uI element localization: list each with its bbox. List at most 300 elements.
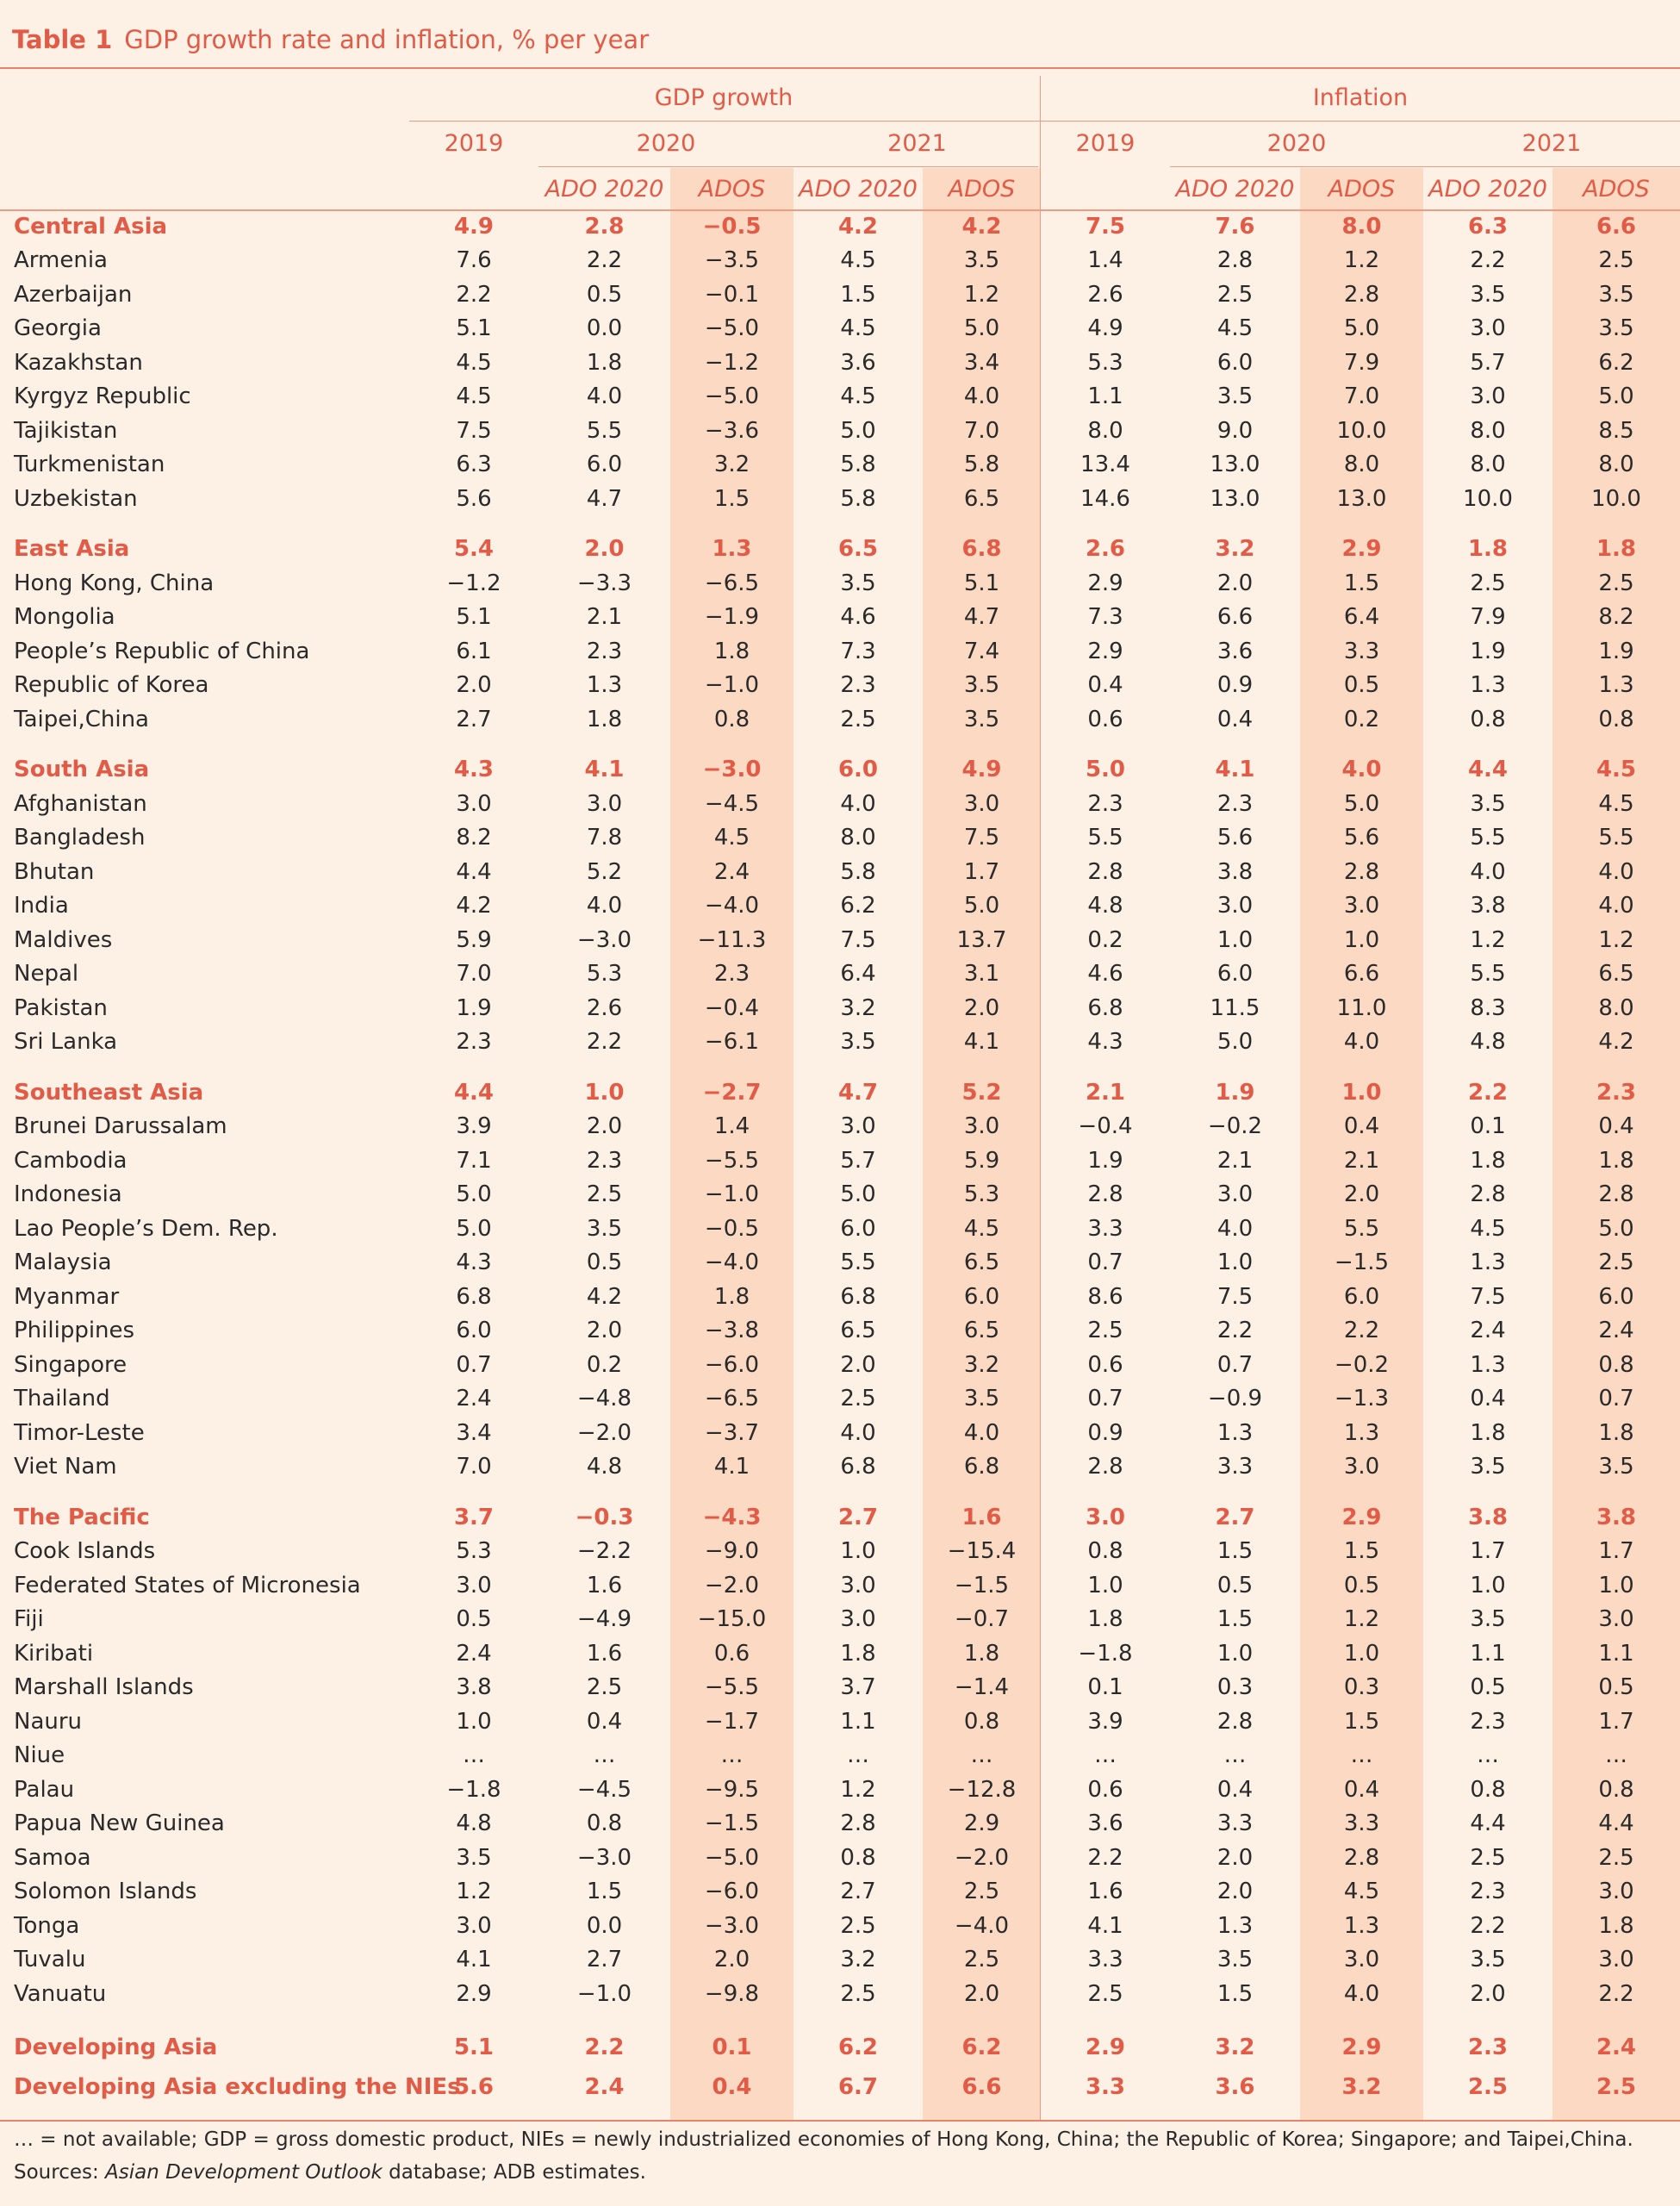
value-cell: 2.0 [963,994,1000,1021]
value-cell: 5.1 [453,2034,495,2060]
spacer-cell [1170,516,1300,533]
value-cell: 4.0 [963,1419,1000,1446]
value-cell: −2.0 [704,1572,760,1598]
value-cell: 5.6 [456,485,492,512]
value-cell: 2.5 [1598,1844,1634,1871]
spacer-cell [923,1059,1041,1075]
total-row [0,2028,1680,2067]
value-cell: 2.8 [1343,1844,1380,1871]
spacer-cell [670,2011,793,2028]
value-cell: 1.2 [456,1879,492,1905]
value-cell: 4.4 [456,858,492,885]
spacer-row [0,1059,1680,1075]
table-row [0,380,1680,414]
value-cell: 4.0 [963,383,1000,410]
value-cell: 0.4 [1216,1776,1254,1803]
value-cell: 5.6 [1343,825,1380,851]
value-cell: 3.5 [1216,383,1254,410]
value-cell: 2.0 [1216,1879,1254,1905]
value-cell: 4.1 [456,1947,492,1973]
value-cell: 2.4 [1598,1318,1634,1344]
value-cell: 4.0 [1470,858,1506,885]
economy-name: Papua New Guinea [14,1810,225,1837]
value-cell: −3.0 [702,757,762,783]
value-cell: 4.2 [837,213,879,240]
value-cell: 1.7 [1598,1538,1634,1565]
economy-name: Mongolia [14,604,115,631]
spacer-cell [1552,737,1680,753]
value-cell: 0.7 [456,1351,492,1378]
value-cell: 5.3 [456,1538,492,1565]
value-cell: 8.0 [1087,417,1123,444]
value-cell: 3.1 [963,961,1000,988]
value-cell: −0.4 [1078,1113,1133,1140]
footnote: … = not available; GDP = gross domestic product, NIEs = newly industrialized economies of Hong Kong, China; the Republic of Korea; Singapore; and Taipei,China. [14,2128,1633,2151]
value-cell: 2.0 [840,1351,876,1378]
table-row [0,702,1680,737]
value-cell: −5.5 [704,1147,760,1174]
value-cell: −6.5 [704,570,760,596]
value-cell: 4.2 [456,893,492,919]
value-cell: 5.0 [963,893,1000,919]
economy-name: Central Asia [14,213,168,240]
economy-name: Pakistan [14,994,108,1021]
value-cell: −1.4 [954,1674,1010,1701]
value-cell: 1.7 [1598,1708,1634,1735]
economy-name: Bangladesh [14,825,146,851]
economy-name: Kyrgyz Republic [14,383,191,410]
spacer-cell [409,1484,538,1500]
economy-name: Brunei Darussalam [14,1113,227,1140]
value-cell: 6.8 [840,1283,876,1310]
economy-name: Sri Lanka [14,1029,118,1056]
value-cell: 2.5 [1216,281,1254,308]
value-cell: 1.8 [713,638,750,664]
value-cell: 2.5 [1467,2073,1509,2100]
table-row [0,1807,1680,1841]
value-cell: 3.0 [840,1606,876,1633]
value-cell: 1.5 [840,281,876,308]
value-cell: 3.2 [963,1351,1000,1378]
value-cell: 7.5 [456,417,492,444]
value-cell: 6.7 [837,2073,879,2100]
value-cell: 5.5 [586,417,623,444]
spacer-cell [670,737,793,753]
value-cell: −3.0 [704,1912,760,1939]
table-row [0,1382,1680,1417]
table-row [0,821,1680,856]
value-cell: −6.0 [704,1351,760,1378]
value-cell: 3.0 [586,790,623,817]
value-cell: 4.1 [1087,1912,1123,1939]
value-cell: 8.2 [1598,604,1634,631]
sources-italic: Asian Development Outlook [105,2161,383,2184]
value-cell: 2.7 [1215,1504,1255,1530]
table-row [0,1212,1680,1246]
spacer-cell [923,1484,1041,1500]
value-cell: 1.9 [1215,1079,1255,1106]
value-cell: 2.0 [713,1947,750,1973]
table-row [0,1909,1680,1943]
value-cell: 2.8 [1470,1181,1506,1208]
value-cell: 0.5 [1598,1674,1634,1701]
value-cell: 13.7 [956,926,1007,953]
value-cell: 3.8 [1467,1504,1509,1530]
value-cell: 1.0 [1343,1640,1380,1667]
value-cell: 2.0 [1470,1980,1506,2007]
value-cell: 1.2 [1343,247,1380,274]
value-cell: 0.5 [456,1606,492,1633]
value-cell: 3.6 [1216,638,1254,664]
economy-name: Niue [14,1742,65,1769]
value-cell: 8.0 [1470,452,1506,478]
value-cell: 1.4 [713,1113,750,1140]
economy-name: Uzbekistan [14,485,138,512]
value-cell: 7.5 [1216,1283,1254,1310]
economy-name: Kazakhstan [14,349,143,376]
spacer-cell [1041,2011,1170,2028]
total-row [0,2067,1680,2107]
value-cell: 3.0 [456,1572,492,1598]
region-row [0,753,1680,788]
value-cell: −6.0 [704,1879,760,1905]
subcol-inf-2020-ado: ADO 2020 [1175,176,1295,203]
value-cell: 2.3 [1470,1879,1506,1905]
value-cell: 5.0 [1598,1215,1634,1242]
table-row [0,346,1680,380]
value-cell: 2.7 [456,706,492,732]
value-cell: 8.0 [1598,452,1634,478]
table-row [0,787,1680,821]
value-cell: −1.5 [954,1572,1010,1598]
value-cell: 2.0 [456,672,492,699]
value-cell: 1.3 [1470,672,1506,699]
value-cell: 1.3 [1598,672,1634,699]
value-cell: 3.3 [1087,1947,1123,1973]
table-row [0,923,1680,957]
value-cell: 1.6 [586,1640,623,1667]
economy-name: Developing Asia excluding the NIEs [14,2073,461,2100]
value-cell: 6.1 [456,638,492,664]
spacer-cell [409,1059,538,1075]
table-bottom-rule [0,2120,1680,2122]
value-cell: 10.0 [1591,485,1641,512]
value-cell: 1.8 [1470,1419,1506,1446]
value-cell: −0.5 [704,1215,760,1242]
table-row [0,1246,1680,1281]
table-row [0,1314,1680,1349]
value-cell: 0.1 [1470,1113,1506,1140]
value-cell: … [1605,1742,1627,1769]
subcol-inf-2021-ado: ADO 2020 [1428,176,1547,203]
value-cell: 6.4 [1343,604,1380,631]
table-row [0,244,1680,278]
value-cell: 1.8 [1598,1419,1634,1446]
value-cell: 6.0 [840,1215,876,1242]
value-cell: 10.0 [1336,417,1387,444]
spacer-cell [538,516,670,533]
spacer-cell [0,516,409,533]
value-cell: 1.3 [712,536,752,563]
spacer-cell [1170,1059,1300,1075]
spacer-cell [538,2011,670,2028]
value-cell: 3.0 [840,1113,876,1140]
value-cell: 4.9 [961,757,1002,783]
value-cell: 4.4 [453,1079,495,1106]
table-caption: GDP growth rate and inflation, % per year [124,25,650,54]
economy-name: Federated States of Micronesia [14,1572,361,1598]
value-cell: 3.2 [1215,536,1255,563]
value-cell: 1.5 [1216,1538,1254,1565]
value-cell: 2.5 [1087,1318,1123,1344]
value-cell: 3.5 [1470,1454,1506,1480]
value-cell: 7.0 [456,961,492,988]
value-cell: 5.9 [963,1147,1000,1174]
value-cell: 4.1 [963,1029,1000,1056]
value-cell: 7.9 [1343,349,1380,376]
spacer-cell [0,2011,409,2028]
subcol-gdp-2020-ado: ADO 2020 [544,176,664,203]
spacer-cell [1170,737,1300,753]
value-cell: 4.0 [840,1419,876,1446]
table-row [0,1704,1680,1739]
value-cell: 5.3 [1087,349,1123,376]
spacer-cell [1041,516,1170,533]
value-cell: 4.5 [456,349,492,376]
value-cell: 2.3 [1470,1708,1506,1735]
value-cell: 0.4 [712,2073,752,2100]
value-cell: −1.8 [446,1776,501,1803]
economy-name: Maldives [14,926,113,953]
value-cell: −3.8 [704,1318,760,1344]
value-cell: −4.0 [704,1249,760,1276]
value-cell: 2.2 [586,1029,623,1056]
spacer-cell [1423,1484,1552,1500]
value-cell: −1.7 [704,1708,760,1735]
value-cell: 1.0 [840,1538,876,1565]
table-row [0,1535,1680,1569]
value-cell: 4.1 [1215,757,1255,783]
value-cell: … [463,1742,485,1769]
economy-name: Southeast Asia [14,1079,204,1106]
value-cell: −3.3 [576,570,632,596]
value-cell: −6.1 [704,1029,760,1056]
value-cell: 2.2 [1598,1980,1634,2007]
spacer-cell [538,1484,670,1500]
value-cell: 6.5 [963,1318,1000,1344]
value-cell: 4.3 [456,1249,492,1276]
table-row [0,634,1680,669]
value-cell: 0.1 [1087,1674,1123,1701]
value-cell: 2.5 [840,706,876,732]
header-gdp-growth: GDP growth [654,84,793,111]
value-cell: 2.5 [1470,570,1506,596]
spacer-cell [923,516,1041,533]
value-cell: −0.3 [575,1504,634,1530]
spacer-cell [793,1059,923,1075]
value-cell: 5.6 [453,2073,495,2100]
value-cell: 0.8 [963,1708,1000,1735]
value-cell: 5.0 [1343,790,1380,817]
spacer-cell [1423,516,1552,533]
value-cell: 2.8 [1216,247,1254,274]
value-cell: 13.4 [1080,452,1130,478]
spacer-cell [538,1059,670,1075]
value-cell: 2.8 [1598,1181,1634,1208]
sources-note [14,2161,646,2184]
economy-name: People’s Republic of China [14,638,310,664]
value-cell: 2.1 [1343,1147,1380,1174]
value-cell: −3.6 [704,417,760,444]
value-cell: 3.3 [1343,638,1380,664]
value-cell: 5.5 [1343,1215,1380,1242]
value-cell: 6.8 [1087,994,1123,1021]
spacer-cell [793,2011,923,2028]
value-cell: 6.2 [961,2034,1002,2060]
value-cell: 3.0 [1343,893,1380,919]
value-cell: 6.6 [961,2073,1002,2100]
value-cell: 1.6 [1087,1879,1123,1905]
table-row [0,957,1680,992]
value-cell: 3.0 [1598,1606,1634,1633]
value-cell: 3.0 [1343,1454,1380,1480]
value-cell: 1.5 [1216,1980,1254,2007]
value-cell: 1.2 [840,1776,876,1803]
value-cell: 5.8 [963,452,1000,478]
value-cell: 1.3 [1470,1249,1506,1276]
value-cell: 1.9 [1087,1147,1123,1174]
value-cell: … [1477,1742,1499,1769]
value-cell: 5.3 [963,1181,1000,1208]
value-cell: −5.0 [704,1844,760,1871]
value-cell: 1.9 [456,994,492,1021]
value-cell: … [970,1742,993,1769]
value-cell: 5.6 [1216,825,1254,851]
value-cell: 3.2 [1341,2073,1382,2100]
value-cell: −1.5 [704,1810,760,1837]
value-cell: 2.5 [840,1386,876,1412]
value-cell: … [1094,1742,1117,1769]
value-cell: 0.5 [586,281,623,308]
value-cell: 5.0 [840,417,876,444]
value-cell: 5.1 [456,604,492,631]
value-cell: 3.8 [1596,1504,1637,1530]
value-cell: 4.0 [1598,893,1634,919]
value-cell: 4.5 [713,825,750,851]
value-cell: 5.7 [840,1147,876,1174]
economy-name: Samoa [14,1844,91,1871]
spacer-cell [1300,2011,1423,2028]
value-cell: 2.0 [1216,570,1254,596]
value-cell: 1.1 [1087,383,1123,410]
value-cell: 2.0 [1343,1181,1380,1208]
economy-name: Vanuatu [14,1980,107,2007]
spacer-cell [670,516,793,533]
value-cell: 4.0 [1216,1215,1254,1242]
value-cell: 1.8 [586,706,623,732]
year-gdp-2021: 2021 [887,130,947,157]
value-cell: 4.7 [837,1079,879,1106]
value-cell: 6.5 [963,1249,1000,1276]
economy-name: Hong Kong, China [14,570,215,596]
value-cell: 2.6 [1085,536,1126,563]
value-cell: 4.2 [961,213,1002,240]
economy-name: Afghanistan [14,790,147,817]
value-cell: −0.9 [1207,1386,1263,1412]
value-cell: 4.6 [840,604,876,631]
spacer-cell [793,1484,923,1500]
value-cell: 2.2 [1470,247,1506,274]
spacer-cell [1552,1059,1680,1075]
value-cell: 7.6 [456,247,492,274]
value-cell: 3.0 [1085,1504,1126,1530]
spacer-cell [1041,737,1170,753]
value-cell: 6.3 [456,452,492,478]
value-cell: 1.5 [586,1879,623,1905]
value-cell: … [1223,1742,1247,1769]
value-cell: 5.0 [1216,1029,1254,1056]
value-cell: 2.2 [584,2034,625,2060]
value-cell: 4.5 [840,383,876,410]
value-cell: 3.8 [456,1674,492,1701]
value-cell: 6.4 [840,961,876,988]
table-row [0,1875,1680,1910]
value-cell: 7.0 [1343,383,1380,410]
value-cell: 3.4 [963,349,1000,376]
value-cell: 7.0 [456,1454,492,1480]
value-cell: 1.8 [1470,1147,1506,1174]
table-row [0,1110,1680,1144]
value-cell: 0.4 [1087,672,1123,699]
table-row [0,1450,1680,1485]
value-cell: 6.2 [837,2034,879,2060]
year-inf-2019: 2019 [1075,130,1136,157]
value-cell: 6.0 [963,1283,1000,1310]
value-cell: 2.7 [837,1504,879,1530]
spacer-cell [1423,1059,1552,1075]
value-cell: 1.5 [713,485,750,512]
value-cell: 2.3 [456,1029,492,1056]
value-cell: 0.8 [1087,1538,1123,1565]
spacer-row [0,2011,1680,2028]
value-cell: 2.2 [456,281,492,308]
value-cell: −9.5 [704,1776,760,1803]
value-cell: 8.5 [1598,417,1634,444]
economy-name: South Asia [14,757,150,783]
value-cell: 1.0 [1598,1572,1634,1598]
value-cell: 7.4 [963,638,1000,664]
value-cell: 2.4 [713,858,750,885]
value-cell: 4.0 [1341,757,1382,783]
value-cell: 2.3 [586,1147,623,1174]
value-cell: 2.5 [1596,2073,1637,2100]
value-cell: −3.7 [704,1419,760,1446]
value-cell: 8.6 [1087,1283,1123,1310]
value-cell: 4.0 [840,790,876,817]
value-cell: 3.2 [713,452,750,478]
economy-name: Cook Islands [14,1538,156,1565]
value-cell: 4.5 [840,247,876,274]
value-cell: 3.5 [1598,281,1634,308]
value-cell: 2.3 [840,672,876,699]
value-cell: 1.3 [586,672,623,699]
value-cell: 2.6 [1087,281,1123,308]
table-row [0,991,1680,1025]
table-row [0,601,1680,635]
table-row [0,1178,1680,1212]
table-row [0,1773,1680,1807]
value-cell: 5.7 [1470,349,1506,376]
